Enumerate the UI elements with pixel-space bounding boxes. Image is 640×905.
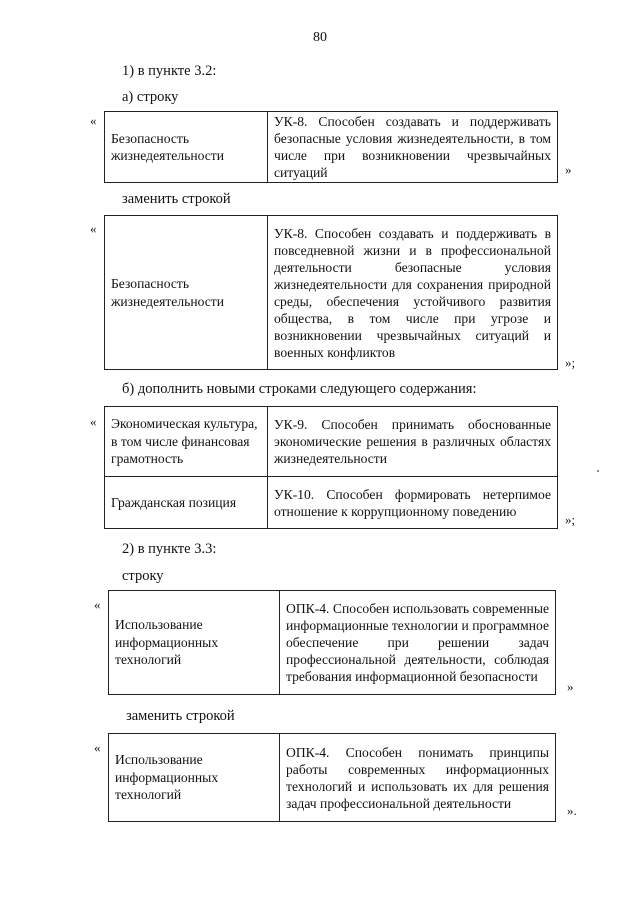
table-row bbox=[105, 477, 558, 529]
table-cell-competence: ОПК-4. Способен использовать современные информационные технологии и программное обеспечение при решении задач профессиональной деятельности, соблюдая требования информационной безопасности bbox=[280, 591, 556, 695]
table-5 bbox=[108, 733, 556, 822]
close-quote-2: »; bbox=[565, 355, 576, 370]
table-cell-competence: УК-8. Способен создавать и поддерживать безопасные условия жизнедеятельности, в том числе при возникновении чрезвычайных ситуаций bbox=[268, 112, 558, 183]
table-row bbox=[105, 407, 558, 477]
table-row bbox=[105, 112, 558, 183]
item-p2: 2) в пункте 3.3: bbox=[122, 541, 217, 557]
item-replace-2: заменить строкой bbox=[126, 708, 235, 724]
table-row bbox=[105, 216, 558, 370]
item-p1: 1) в пункте 3.2: bbox=[122, 63, 217, 79]
table-row bbox=[109, 734, 556, 822]
table-2 bbox=[104, 215, 558, 370]
table-4 bbox=[108, 590, 556, 695]
table-cell-discipline: Использование информационных технологий bbox=[109, 734, 280, 822]
table-cell-competence: УК-8. Способен создавать и поддерживать в повседневной жизни и в профессиональной деятельности безопасные условия жизнедеятельности для сохранения природной среды, обеспечения устойчивого развития общества, в том числе при угрозе и возникновении чрезвычайных ситуаций и военных конфликтов bbox=[268, 216, 558, 370]
item-b: б) дополнить новыми строками следующего содержания: bbox=[122, 381, 477, 397]
table-cell-discipline: Экономическая культура, в том числе финансовая грамотность bbox=[105, 407, 268, 477]
open-quote-2: « bbox=[90, 221, 97, 236]
open-quote-1: « bbox=[90, 113, 97, 128]
table-1 bbox=[104, 111, 558, 183]
item-a: а) строку bbox=[122, 89, 179, 105]
close-quote-4: » bbox=[567, 679, 574, 694]
table-cell-competence: УК-10. Способен формировать нетерпимое отношение к коррупционному поведению bbox=[268, 477, 558, 529]
open-quote-3: « bbox=[90, 414, 97, 429]
item-row: строку bbox=[122, 568, 164, 584]
table-row bbox=[109, 591, 556, 695]
table-cell-discipline: Безопасность жизнедеятельности bbox=[105, 112, 268, 183]
close-quote-3: »; bbox=[565, 512, 576, 527]
table-3 bbox=[104, 406, 558, 529]
table-cell-discipline: Гражданская позиция bbox=[105, 477, 268, 529]
open-quote-4: « bbox=[94, 597, 101, 612]
close-quote-5: ». bbox=[567, 803, 577, 818]
open-quote-5: « bbox=[94, 740, 101, 755]
table-cell-discipline: Безопасность жизнедеятельности bbox=[105, 216, 268, 370]
item-replace: заменить строкой bbox=[122, 191, 231, 207]
close-quote-1: » bbox=[565, 162, 572, 177]
page-number: 80 bbox=[313, 30, 327, 45]
table-cell-competence: ОПК-4. Способен понимать принципы работы современных информационных технологий и использовать их для решения задач профессиональной деятельности bbox=[280, 734, 556, 822]
scan-speck bbox=[597, 470, 599, 472]
table-cell-competence: УК-9. Способен принимать обоснованные экономические решения в различных областях жизнедеятельности bbox=[268, 407, 558, 477]
table-cell-discipline: Использование информационных технологий bbox=[109, 591, 280, 695]
